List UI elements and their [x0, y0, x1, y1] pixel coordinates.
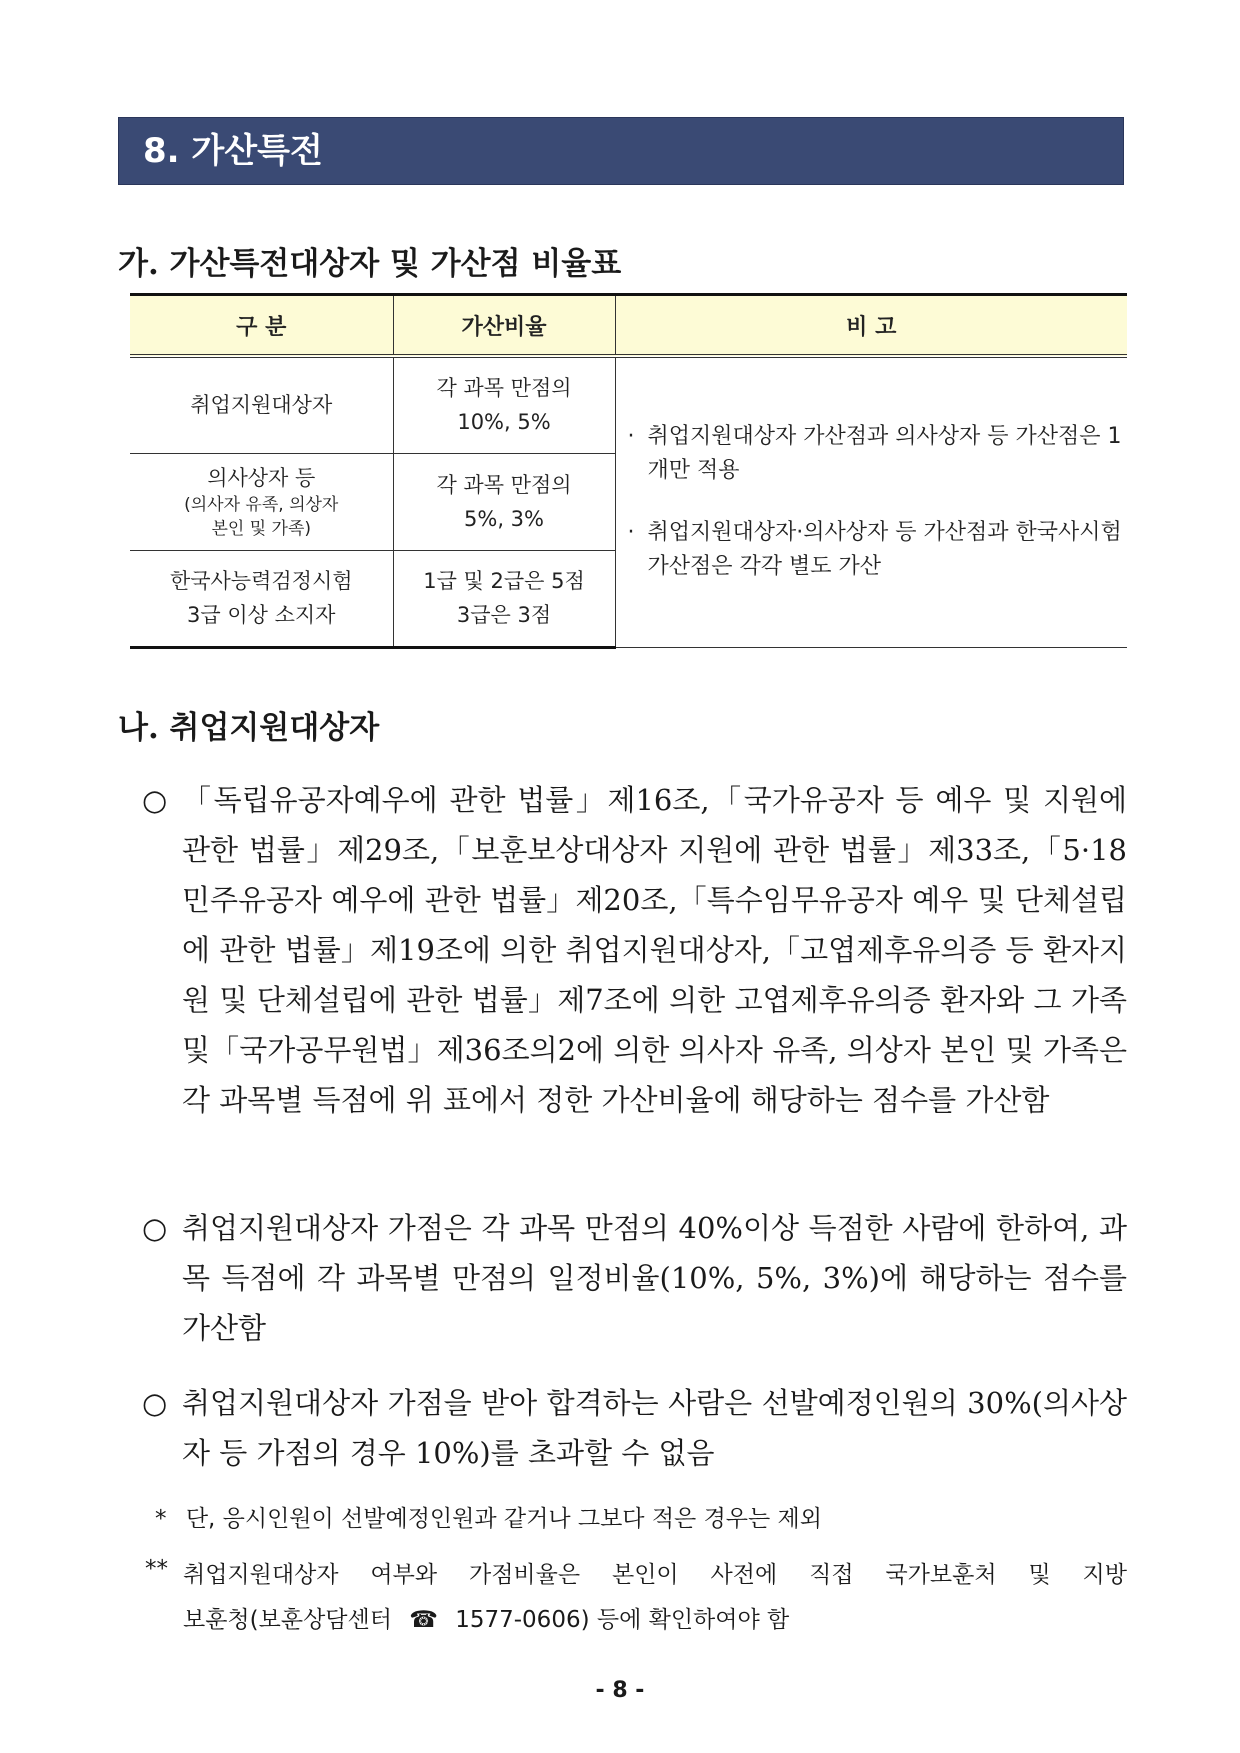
bullet-circle: ○	[142, 1211, 168, 1245]
bullet-circle: ○	[142, 1386, 168, 1420]
cell-ratio: 각 과목 만점의 10%, 5%	[393, 356, 615, 453]
paragraph: ○ 취업지원대상자 가점을 받아 합격하는 사람은 선발예정인원의 30%(의사상자 등 가점의 경우 10%)를 초과할 수 없음	[142, 1378, 1127, 1478]
header-note: 비 고	[615, 295, 1127, 357]
phone-icon: ☎	[409, 1607, 438, 1633]
header-category: 구 분	[130, 295, 393, 357]
paragraph: ○ 취업지원대상자 가점은 각 과목 만점의 40%이상 득점한 사람에 한하여, 과목 득점에 각 과목별 만점의 일정비율(10%, 5%, 3%)에 해당하는 점수를 가산함	[142, 1203, 1127, 1353]
table-header-row	[130, 295, 1127, 357]
header-ratio: 가산비율	[393, 295, 615, 357]
section-title: 8. 가산특전	[118, 117, 1124, 185]
bonus-ratio-table	[130, 293, 1127, 649]
cell-ratio: 1급 및 2급은 5점 3급은 3점	[393, 550, 615, 647]
table-row	[130, 356, 1127, 453]
cell-category: 취업지원대상자	[130, 356, 393, 453]
cell-notes	[615, 356, 1127, 647]
sub-heading-a: 가. 가산특전대상자 및 가산점 비율표	[118, 246, 622, 282]
bullet-circle: ○	[142, 783, 168, 817]
footnote: ** 취업지원대상자 여부와 가점비율은 본인이 사전에 직접 국가보훈처 및 지방 보훈청(보훈상담센터 ☎ 1577-0606) 등에 확인하여야 함	[145, 1556, 1127, 1633]
cell-category: 한국사능력검정시험 3급 이상 소지자	[130, 550, 393, 647]
footnote: * 단, 응시인원이 선발예정인원과 같거나 그보다 적은 경우는 제외	[155, 1506, 822, 1532]
note-item: · 취업지원대상자·의사상자 등 가산점과 한국사시험 가산점은 각각 별도 가산	[627, 520, 1122, 580]
sub-heading-b: 나. 취업지원대상자	[118, 710, 380, 746]
cell-ratio: 각 과목 만점의 5%, 3%	[393, 453, 615, 550]
paragraph: ○ 「독립유공자예우에 관한 법률」제16조,「국가유공자 등 예우 및 지원에 관한 법률」제29조,「보훈보상대상자 지원에 관한 법률」제33조,「5·18민주유공자 예우에 관한 법률」제20조,「특수임무유공자 예우 및 단체설립에 관한 법률」제19조에 의한 취업지원대상자,「고엽제후유의증 등 환자지원 및 단체설립에 관한 법률」제7조에 의한 고엽제후유의증 환자와 그 가족 및「국가공무원법」제36조의2에 의한 의사자 유족, 의상자 본인 및 가족은 각 과목별 득점에 위 표에서 정한 가산비율에 해당하는 점수를 가산함	[142, 775, 1127, 1125]
cell-category: 의사상자 등 (의사자 유족, 의상자 본인 및 가족)	[130, 453, 393, 550]
note-item: · 취업지원대상자 가산점과 의사상자 등 가산점은 1개만 적용	[627, 424, 1122, 484]
page-number: - 8 -	[595, 1678, 645, 1703]
